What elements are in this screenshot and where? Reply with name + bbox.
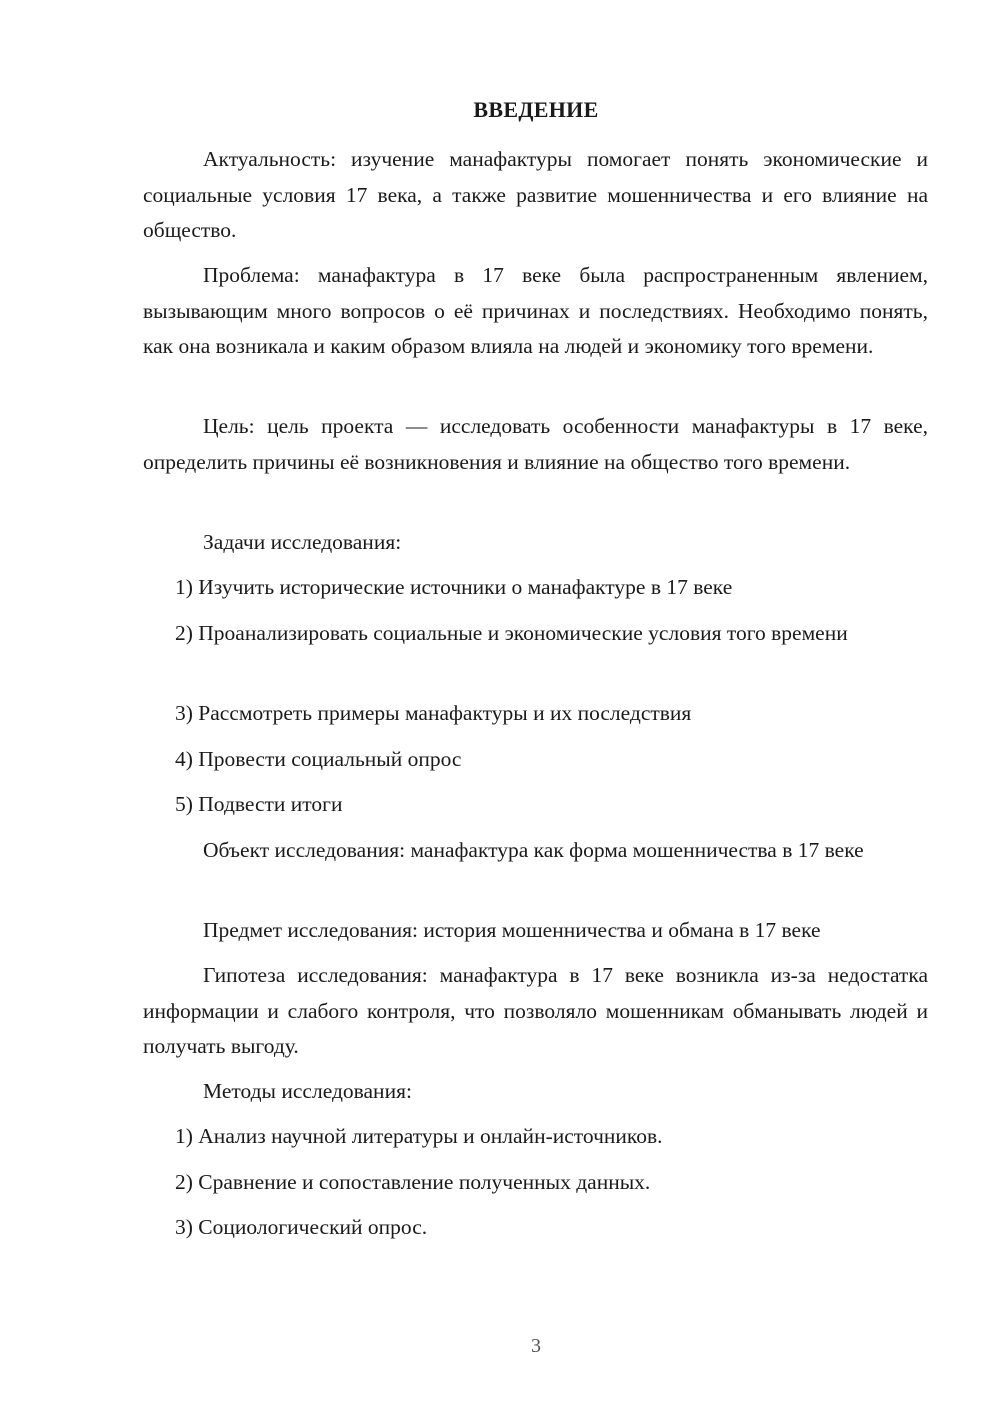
tasks-title: Задачи исследования: [203,530,402,554]
task-item: 1) Изучить исторические источники о манафактуре в 17 веке [175,575,733,599]
goal-paragraph: Цель: цель проекта — исследовать особенности манафактуры в 17 веке, определить причины её возникновения и влияние на общество того времени. [143,414,928,474]
relevance-paragraph: Актуальность: изучение манафактуры помогает понять экономические и социальные условия 17 века, а также развитие мошенничества и его влияние на общество. [143,147,928,242]
task-item: 4) Провести социальный опрос [175,747,462,771]
method-item: 2) Сравнение и сопоставление полученных данных. [175,1170,651,1194]
methods-title: Методы исследования: [203,1079,412,1103]
section-heading: ВВЕДЕНИЕ [473,97,599,122]
object-paragraph: Объект исследования: манафактура как форма мошенничества в 17 веке [203,838,864,862]
method-item: 3) Социологический опрос. [175,1215,428,1239]
task-item: 2) Проанализировать социальные и экономические условия того времени [175,621,848,645]
hypothesis-paragraph: Гипотеза исследования: манафактура в 17 веке возникла из-за недостатка информации и слабого контроля, что позволяло мошенникам обманывать людей и получать выгоду. [143,963,928,1058]
problem-paragraph: Проблема: манафактура в 17 веке была распространенным явлением, вызывающим много вопросов о её причинах и последствиях. Необходимо понять, как она возникала и каким образом влияла на людей и экономику того времени. [143,263,928,358]
task-item: 3) Рассмотреть примеры манафактуры и их последствия [175,701,692,725]
subject-paragraph: Предмет исследования: история мошенничества и обмана в 17 веке [203,918,821,942]
page-number: 3 [531,1335,541,1357]
method-item: 1) Анализ научной литературы и онлайн-источников. [175,1124,663,1148]
task-item: 5) Подвести итоги [175,792,343,816]
